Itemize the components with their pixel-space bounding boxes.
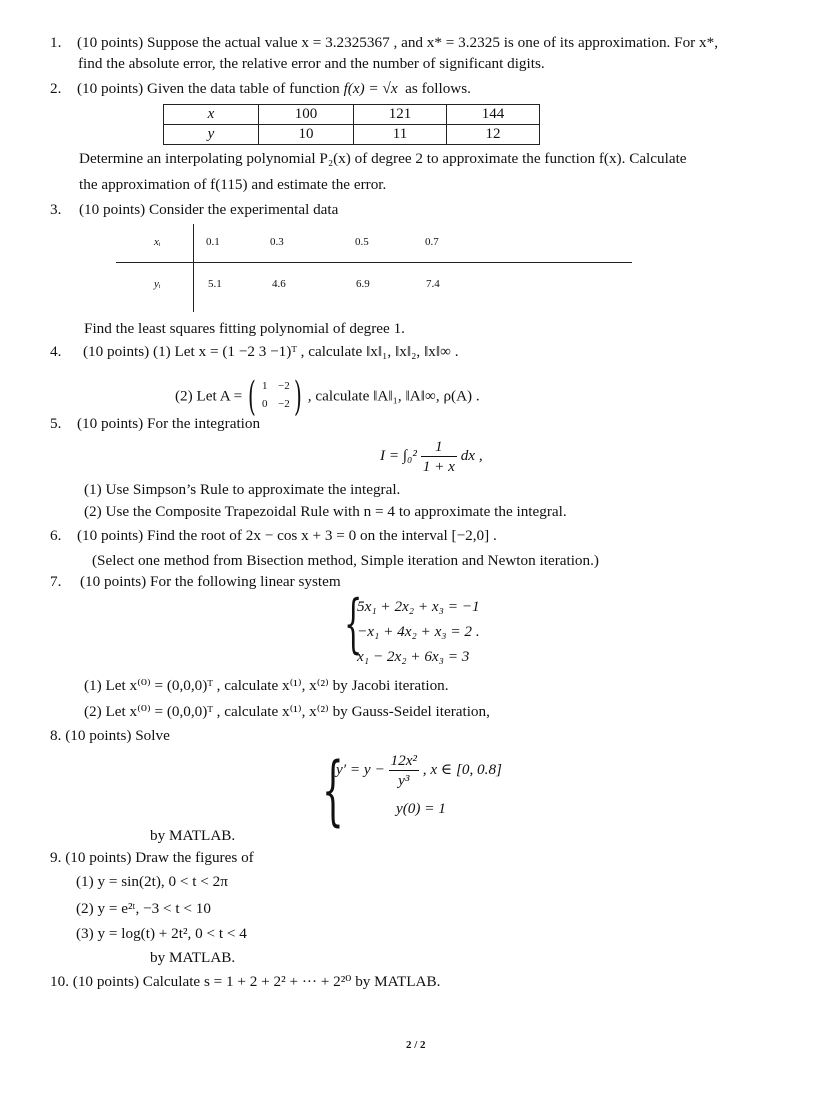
table-header-y: yᵢ bbox=[154, 278, 161, 290]
problem-5-sub-1: (1) Use Simpson’s Rule to approximate the integral. bbox=[84, 481, 401, 498]
system-equation-1: 5x₁ + 2x₂ + x₃ = −1 bbox=[357, 598, 480, 615]
table-row bbox=[164, 105, 540, 125]
problem-3-number: 3. bbox=[50, 201, 62, 218]
table-cell: 0.5 bbox=[355, 236, 369, 248]
problem-2-data-table bbox=[163, 104, 540, 145]
problem-8-label: 8. (10 points) Solve bbox=[50, 727, 170, 744]
fraction-numerator: 1 bbox=[421, 437, 457, 457]
table-cell: 10 bbox=[259, 125, 354, 145]
matrix-cell: 0 bbox=[262, 398, 268, 410]
problem-4-number: 4. bbox=[50, 343, 62, 360]
table-cell: 0.7 bbox=[425, 236, 439, 248]
system-equation-2: −x₁ + 4x₂ + x₃ = 2 . bbox=[357, 623, 480, 640]
problem-5-intro: (10 points) For the integration bbox=[77, 415, 261, 432]
page-number: 2 / 2 bbox=[406, 1039, 426, 1051]
integral-fraction bbox=[421, 437, 457, 476]
problem-2-line-2: the approximation of f(115) and estimate the error. bbox=[79, 176, 387, 193]
table-column-divider bbox=[193, 224, 194, 312]
problem-3-intro: (10 points) Consider the experimental data bbox=[79, 201, 339, 218]
problem-4-part-2 bbox=[175, 374, 480, 420]
matrix-cell: −2 bbox=[278, 398, 290, 410]
problem-6-line-2: (Select one method from Bisection method, Simple iteration and Newton iteration.) bbox=[92, 552, 599, 569]
problem-9-tail: by MATLAB. bbox=[150, 949, 236, 966]
matrix-right-paren: ) bbox=[294, 374, 302, 420]
problem-8-tail: by MATLAB. bbox=[150, 827, 236, 844]
table-cell: x bbox=[164, 105, 259, 125]
matrix-a bbox=[246, 374, 304, 420]
problem-6-line-1: (10 points) Find the root of 2x − cos x + 3 = 0 on the interval [−2,0] . bbox=[77, 527, 497, 544]
ode-initial-condition: y(0) = 1 bbox=[396, 800, 446, 817]
problem-2-function: f(x) = √x bbox=[343, 80, 398, 97]
problem-2-intro-text: (10 points) Given the data table of function bbox=[77, 80, 340, 97]
table-cell: 100 bbox=[259, 105, 354, 125]
problem-1-line-2: find the absolute error, the relative error and the number of significant digits. bbox=[78, 55, 545, 72]
problem-9-label: 9. (10 points) Draw the figures of bbox=[50, 849, 254, 866]
table-cell: 0.3 bbox=[270, 236, 284, 248]
fraction-denominator: y³ bbox=[398, 772, 410, 789]
problem-4-part-2-suffix: , calculate ‖A‖₁, ‖A‖∞, ρ(A) . bbox=[307, 387, 480, 405]
table-cell: 6.9 bbox=[356, 278, 370, 290]
table-cell: 11 bbox=[354, 125, 447, 145]
ode-equation bbox=[336, 751, 502, 790]
table-header-x: xᵢ bbox=[154, 236, 161, 248]
problem-7-number: 7. bbox=[50, 573, 62, 590]
problem-5-integral bbox=[380, 437, 483, 476]
problem-3-task: Find the least squares fitting polynomial of degree 1. bbox=[84, 320, 405, 337]
figure-1: (1) y = sin(2t), 0 < t < 2π bbox=[76, 873, 228, 890]
problem-1-line-1: (10 points) Suppose the actual value x = 3.2325367 , and x* = 3.2325 is one of its approximation. For x*, bbox=[77, 34, 719, 51]
problem-1-number: 1. bbox=[50, 34, 62, 51]
table-row bbox=[164, 125, 540, 145]
problem-2-number: 2. bbox=[50, 80, 62, 97]
system-brace: { bbox=[344, 587, 363, 661]
ode-brace: { bbox=[322, 745, 344, 834]
table-cell: 4.6 bbox=[272, 278, 286, 290]
table-cell: 144 bbox=[447, 105, 540, 125]
problem-6-number: 6. bbox=[50, 527, 62, 544]
problem-2-line-1: Determine an interpolating polynomial P₂(x) of degree 2 to approximate the function f(x). Calculate bbox=[79, 150, 687, 167]
problem-10-line: 10. (10 points) Calculate s = 1 + 2 + 2² + ··· + 2²⁰ by MATLAB. bbox=[50, 973, 441, 990]
figure-3: (3) y = log(t) + 2t², 0 < t < 4 bbox=[76, 925, 247, 942]
table-cell: 5.1 bbox=[208, 278, 222, 290]
problem-7-sub-2: (2) Let x⁽⁰⁾ = (0,0,0)ᵀ , calculate x⁽¹⁾, x⁽²⁾ by Gauss-Seidel iteration, bbox=[84, 703, 490, 720]
table-cell: 12 bbox=[447, 125, 540, 145]
problem-4-part-1: (10 points) (1) Let x = (1 −2 3 −1)ᵀ , calculate ‖x‖₁, ‖x‖₂, ‖x‖∞ . bbox=[83, 343, 459, 360]
problem-5-number: 5. bbox=[50, 415, 62, 432]
problem-5-sub-2: (2) Use the Composite Trapezoidal Rule with n = 4 to approximate the integral. bbox=[84, 503, 567, 520]
fraction-denominator: 1 + x bbox=[422, 458, 455, 475]
ode-fraction bbox=[389, 751, 419, 790]
problem-7-intro: (10 points) For the following linear system bbox=[80, 573, 341, 590]
problem-7-sub-1: (1) Let x⁽⁰⁾ = (0,0,0)ᵀ , calculate x⁽¹⁾, x⁽²⁾ by Jacobi iteration. bbox=[84, 677, 449, 694]
ode-rhs: , x ∈ [0, 0.8] bbox=[422, 760, 502, 778]
system-equation-3: x₁ − 2x₂ + 6x₃ = 3 bbox=[357, 648, 470, 665]
problem-2-intro-end: as follows. bbox=[405, 80, 471, 97]
matrix-cell: −2 bbox=[278, 380, 290, 392]
ode-lhs: y′ = y − bbox=[336, 760, 385, 778]
table-cell: y bbox=[164, 125, 259, 145]
table-cell: 7.4 bbox=[426, 278, 440, 290]
fraction-numerator: 12x² bbox=[390, 752, 417, 769]
problem-4-part-2-prefix: (2) Let A = bbox=[175, 387, 243, 405]
matrix-cell: 1 bbox=[262, 380, 268, 392]
table-cell: 0.1 bbox=[206, 236, 220, 248]
matrix-left-paren: ( bbox=[248, 374, 256, 420]
integral-lhs: I = ∫₀² bbox=[380, 446, 421, 464]
problem-2-intro bbox=[77, 79, 471, 98]
table-cell: 121 bbox=[354, 105, 447, 125]
integral-rhs: dx , bbox=[460, 446, 483, 464]
figure-2: (2) y = e²ᵗ, −3 < t < 10 bbox=[76, 900, 211, 917]
